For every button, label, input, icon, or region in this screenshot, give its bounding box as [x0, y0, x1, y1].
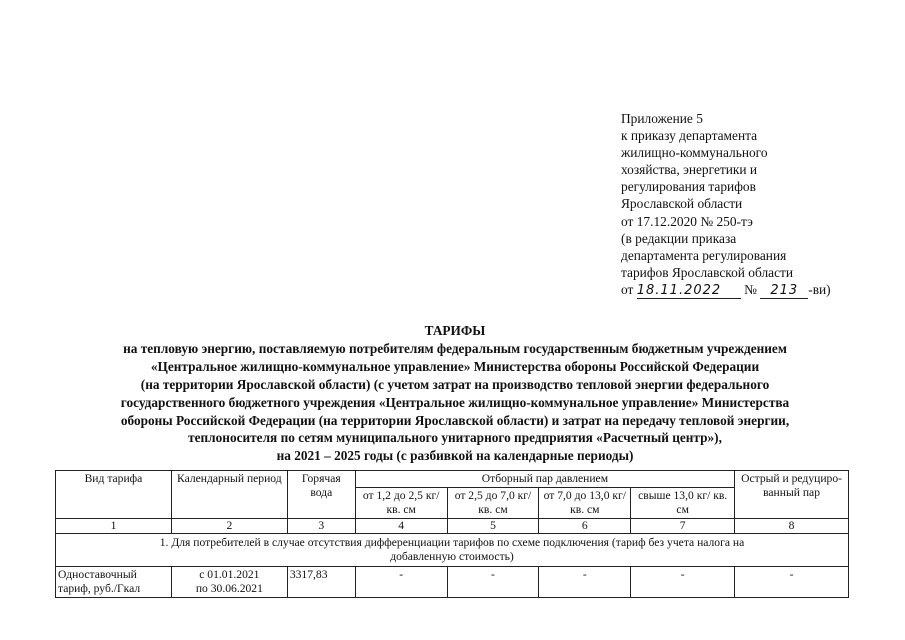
- cell-sharp-steam: -: [735, 567, 849, 598]
- column-number: 3: [287, 519, 355, 534]
- cell-steam-1: -: [355, 567, 447, 598]
- appendix-line: Приложение 5: [621, 111, 703, 126]
- appendix-line: (в редакции приказа: [621, 230, 737, 246]
- cell-tariff-type: Одноставочный тариф, руб./Гкал: [56, 567, 172, 598]
- title-line: на тепловую энергию, поставляемую потребителям федеральным государственным бюджетным учреждением: [123, 340, 787, 356]
- title-line: (на территории Ярославской области) (с учетом затрат на производство тепловой энергии федерального: [140, 376, 770, 392]
- cell-hot-water: 3317,83: [287, 567, 355, 598]
- title-line: на 2021 – 2025 годы (с разбивкой на календарные периоды): [276, 448, 634, 464]
- appendix-line: от 17.12.2020 № 250-тэ: [621, 213, 753, 229]
- title-line: государственного бюджетного учреждения «Центральное жилищно-коммунальное управление» Министерства: [120, 394, 790, 410]
- header-steam-group: Отборный пар давлением: [355, 471, 734, 488]
- table-header-row: [56, 471, 849, 488]
- tariff-table: [55, 470, 849, 598]
- amendment-number-blank: [760, 283, 808, 299]
- appendix-block: [621, 110, 891, 299]
- title-line: теплоносителя по сетям муниципального унитарного предприятия «Расчетный центр»),: [188, 430, 722, 446]
- amendment-number-handwritten: 213: [770, 282, 799, 298]
- column-number-row: [56, 519, 849, 534]
- header-steam-4: свыше 13,0 кг/ кв. см: [631, 488, 735, 519]
- column-number: 6: [539, 519, 631, 534]
- header-steam-3: от 7,0 до 13,0 кг/ кв. см: [539, 488, 631, 519]
- amendment-prefix: от: [621, 281, 634, 297]
- header-steam-1: от 1,2 до 2,5 кг/ кв. см: [355, 488, 447, 519]
- title-heading: ТАРИФЫ: [424, 323, 486, 338]
- cell-steam-2: -: [447, 567, 539, 598]
- section-1-heading: 1. Для потребителей в случае отсутствия дифференциации тарифов по схеме подключения (тариф без учета налога на добавленную стоимость): [56, 534, 849, 567]
- number-sign: №: [744, 281, 757, 297]
- cell-period: [171, 567, 287, 598]
- appendix-line: хозяйства, энергетики и: [621, 162, 758, 178]
- title-line: «Центральное жилищно-коммунальное управление» Министерства обороны Российской Федерации: [150, 358, 760, 374]
- appendix-line: регулирования тарифов: [621, 179, 756, 195]
- header-hot-water: Горячая вода: [287, 471, 355, 519]
- amendment-date-handwritten: 18.11.2022: [636, 282, 722, 298]
- period-to: по 30.06.2021: [195, 582, 263, 595]
- column-number: 1: [56, 519, 172, 534]
- amendment-suffix: -ви): [808, 281, 831, 297]
- column-number: 2: [171, 519, 287, 534]
- title-line: обороны Российской Федерации (на территории Ярославской области) и затрат на передачу тепловой энергии,: [120, 412, 790, 428]
- header-sharp-steam: Острый и редуциро-ванный пар: [735, 471, 849, 519]
- appendix-line: тарифов Ярославской области: [621, 264, 794, 280]
- header-steam-2: от 2,5 до 7,0 кг/ кв. см: [447, 488, 539, 519]
- table-row: [56, 567, 849, 598]
- section-row: [56, 534, 849, 567]
- column-number: 5: [447, 519, 539, 534]
- cell-steam-4: -: [631, 567, 735, 598]
- period-from: с 01.01.2021: [199, 568, 260, 581]
- appendix-line: к приказу департамента: [621, 128, 758, 144]
- header-period: Календарный период: [171, 471, 287, 519]
- column-number: 7: [631, 519, 735, 534]
- appendix-line: жилищно-коммунального: [621, 145, 768, 161]
- amendment-date-blank: [637, 283, 741, 299]
- appendix-line: Ярославской области: [621, 196, 743, 212]
- cell-steam-3: -: [539, 567, 631, 598]
- appendix-amendment-line: [621, 281, 891, 299]
- header-tariff-type: Вид тарифа: [56, 471, 172, 519]
- appendix-line: департамента регулирования: [621, 247, 787, 263]
- column-number: 8: [735, 519, 849, 534]
- column-number: 4: [355, 519, 447, 534]
- document-title: [40, 322, 870, 465]
